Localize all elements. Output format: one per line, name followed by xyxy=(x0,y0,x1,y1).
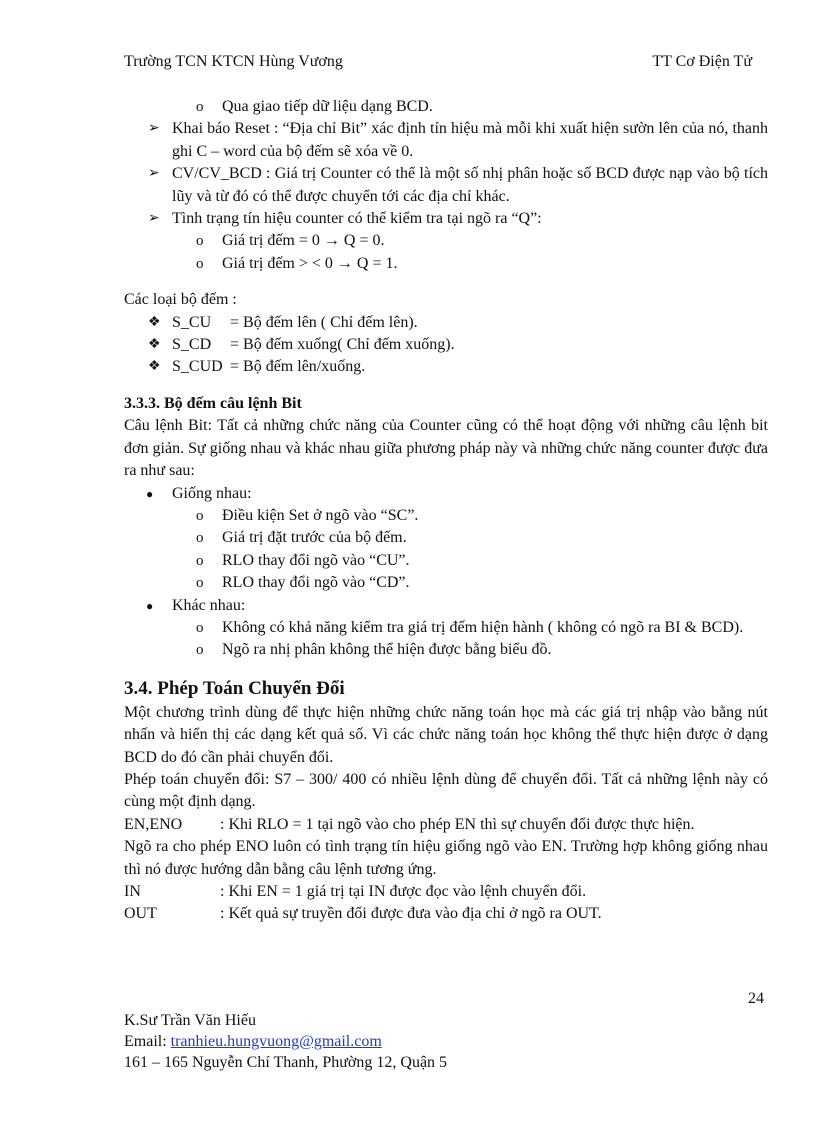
footer-address: 161 – 165 Nguyễn Chí Thanh, Phường 12, Quận 5 xyxy=(124,1054,448,1071)
footer xyxy=(124,1010,447,1073)
definition-row: IN : Khi EN = 1 giá trị tại IN được đọc vào lệnh chuyển đổi. xyxy=(124,883,587,900)
page-number: 24 xyxy=(748,990,764,1007)
diamond-bullet-icon: ❖ xyxy=(148,314,161,330)
footer-author: K.Sư Trần Văn Hiếu xyxy=(124,1012,256,1029)
definition-row: EN,ENO : Khi RLO = 1 tại ngõ vào cho phép EN thì sự chuyển đổi được thực hiện. xyxy=(124,815,695,833)
circle-bullet-icon: o xyxy=(196,507,204,524)
circle-bullet-icon: o xyxy=(196,530,204,547)
dot-bullet-icon: ● xyxy=(146,598,154,613)
paragraph: Một chương trình dùng để thực hiện những chức năng toán học mà các giá trị nhập vào bằng nút nhấn và hiển thị các dạng kết quả số. Vì các chức năng toán học không thể thực hiện được ở dạng BCD do đó cần phải chuyển đổi. xyxy=(124,703,768,766)
dot-bullet-icon: ● xyxy=(146,486,154,501)
circle-bullet-icon: o xyxy=(196,642,204,659)
list-item: o Giá trị đếm = 0 → Q = 0. xyxy=(124,230,768,252)
email-link[interactable]: tranhieu.hungvuong@gmail.com xyxy=(170,1033,382,1050)
arrow-bullet-icon: ➢ xyxy=(148,166,160,182)
circle-bullet-icon: o xyxy=(196,552,204,569)
paragraph: Phép toán chuyển đổi: S7 – 300/ 400 có nhiều lệnh dùng để chuyển đổi. Tất cả những lệnh này có cùng một định dạng. xyxy=(124,770,768,811)
list-item: ➢ Khai báo Reset : “Địa chỉ Bit” xác định tín hiệu mà mỗi khi xuất hiện sườn lên của nó, thanh ghi C – word của bộ đếm sẽ xóa về 0. xyxy=(148,120,768,160)
diamond-bullet-icon: ❖ xyxy=(148,337,161,353)
list-item: o RLO thay đổi ngõ vào “CU”. xyxy=(124,550,768,572)
section-heading: 3.3.3. Bộ đếm câu lệnh Bit xyxy=(124,394,302,412)
page-content xyxy=(124,96,768,926)
list-item: ➢ CV/CV_BCD : Giá trị Counter có thể là một số nhị phân hoặc số BCD được nạp vào bộ tích lũy và từ đó có thể được chuyển tới các địa chỉ khác. xyxy=(148,165,768,205)
list-item: o Không có khả năng kiểm tra giá trị đếm hiện hành ( không có ngõ ra BI & BCD). xyxy=(124,617,768,639)
arrow-bullet-icon: ➢ xyxy=(148,121,160,137)
list-item: ➢ Tình trạng tín hiệu counter có thể kiểm tra tại ngõ ra “Q”: xyxy=(124,208,768,230)
list-item: o Giá trị đếm > < 0 → Q = 1. xyxy=(124,253,768,275)
header-department: TT Cơ Điện Tử xyxy=(652,53,752,70)
list-item: ● Giống nhau: xyxy=(124,483,768,505)
email-label: Email: xyxy=(124,1033,167,1050)
list-item: o Ngõ ra nhị phân không thể hiện được bằng biểu đồ. xyxy=(124,639,768,661)
circle-bullet-icon: o xyxy=(196,619,204,636)
footer-email-row xyxy=(124,1031,447,1052)
arrow-bullet-icon: ➢ xyxy=(148,211,160,227)
circle-bullet-icon: o xyxy=(196,233,204,250)
list-item: ● Khác nhau: xyxy=(124,595,768,617)
definition-row: OUT : Kết quả sự truyền đổi được đưa vào địa chỉ ở ngõ ra OUT. xyxy=(124,905,602,923)
diamond-bullet-icon: ❖ xyxy=(148,359,161,375)
header-school: Trường TCN KTCN Hùng Vương xyxy=(124,53,343,70)
paragraph: Ngõ ra cho phép ENO luôn có tình trạng tín hiệu giống ngõ vào EN. Trường hợp không giống nhau thì nó được hướng dẫn bằng câu lệnh tương ứng. xyxy=(124,838,768,878)
counter-types-intro: Các loại bộ đếm : xyxy=(124,291,237,309)
circle-bullet-icon: o xyxy=(196,99,204,115)
paragraph: Câu lệnh Bit: Tất cả những chức năng của Counter cũng có thể hoạt động với những câu lệnh bit đơn giản. Sự giống nhau và khác nhau giữa phương pháp này và những chức năng counter được đưa ra như sau: xyxy=(124,417,768,480)
list-item: ❖ S_CD = Bộ đếm xuống( Chỉ đếm xuống). xyxy=(124,334,768,356)
list-item: o Qua giao tiếp dữ liệu dạng BCD. xyxy=(124,96,768,118)
list-item: o RLO thay đổi ngõ vào “CD”. xyxy=(124,572,768,594)
list-item: o Giá trị đặt trước của bộ đếm. xyxy=(124,527,768,549)
circle-bullet-icon: o xyxy=(196,255,204,272)
list-item: ❖ S_CU = Bộ đếm lên ( Chỉ đếm lên). xyxy=(124,312,768,334)
list-item: ❖ S_CUD = Bộ đếm lên/xuống. xyxy=(124,356,768,378)
circle-bullet-icon: o xyxy=(196,575,204,592)
section-heading: 3.4. Phép Toán Chuyển Đổi xyxy=(124,677,345,699)
list-item: o Điều kiện Set ở ngõ vào “SC”. xyxy=(124,505,768,527)
